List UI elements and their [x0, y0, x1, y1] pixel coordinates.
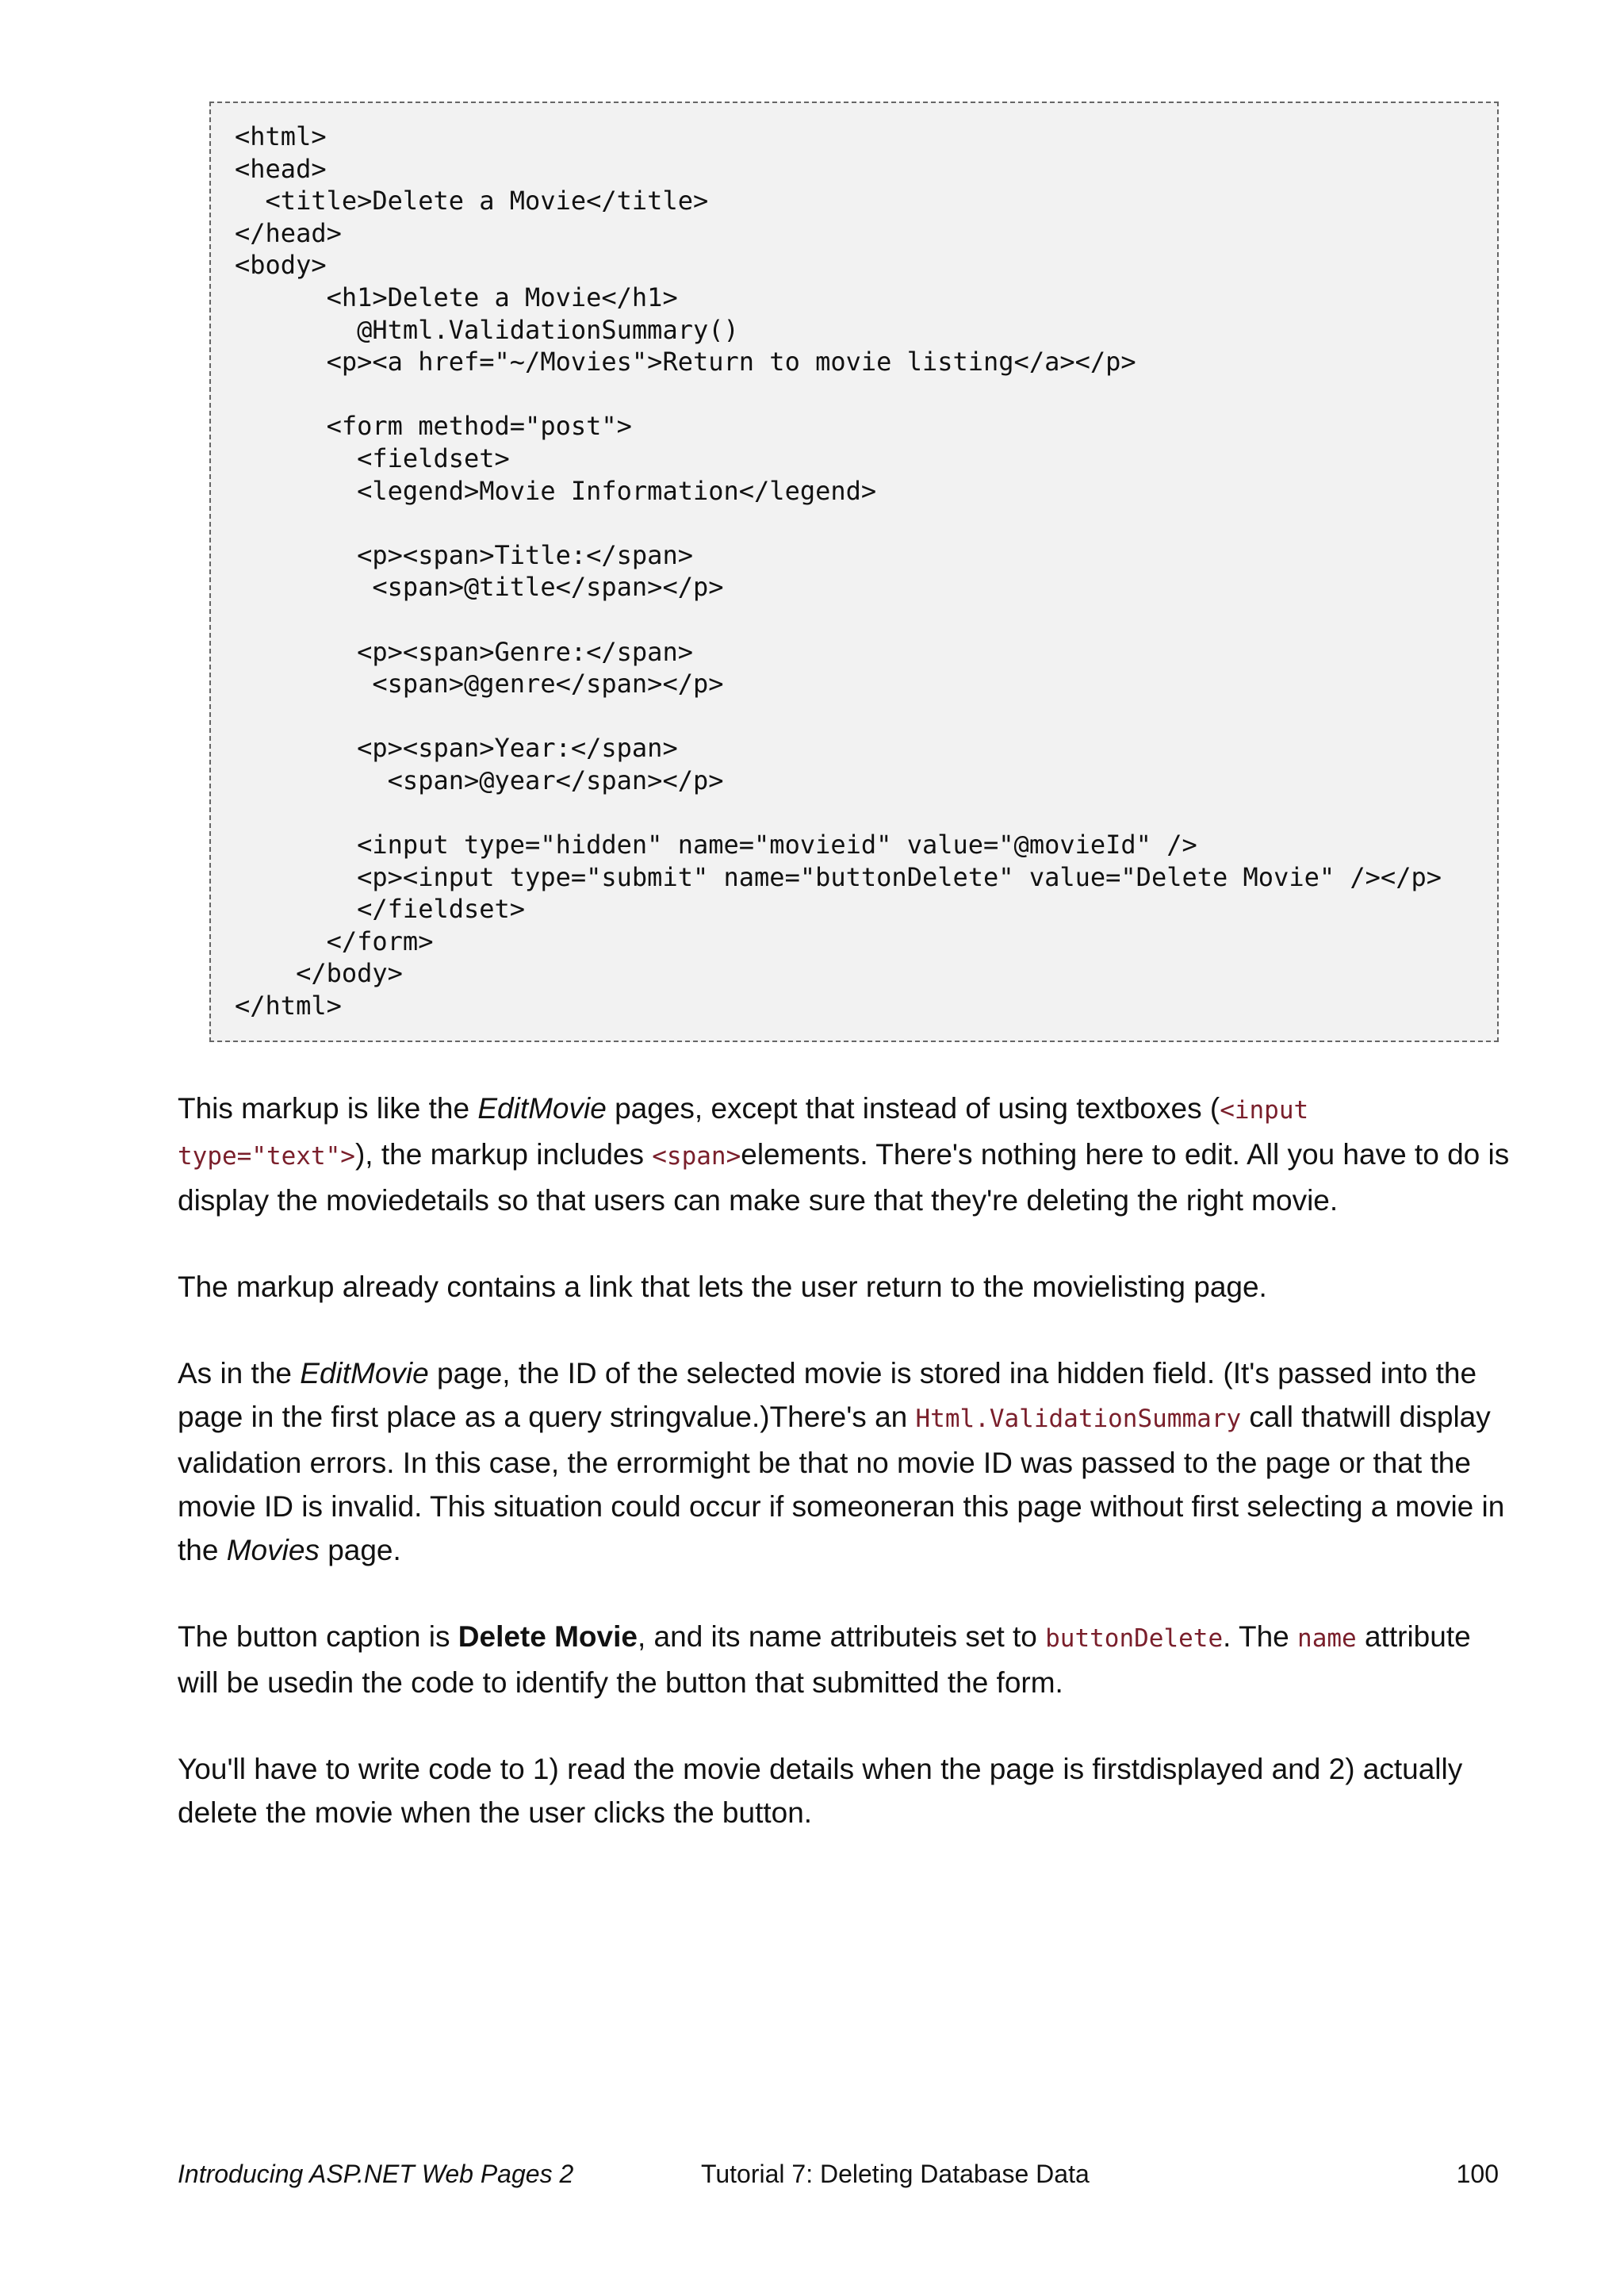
code-line: [235, 378, 1473, 411]
code-line: <legend>Movie Information</legend>: [235, 475, 877, 506]
text-run: attribute will be usedin the code to identify the button that submitted the form.: [178, 1620, 1471, 1699]
code-line: <head>: [235, 153, 327, 184]
code-line: <p><input type="submit" name="buttonDelete" value="Delete Movie" /></p>: [235, 861, 1442, 892]
code-line: <p><span>Genre:</span>: [235, 636, 693, 667]
code-line: [235, 796, 1473, 829]
text-run: page.: [319, 1534, 401, 1566]
inline-code: name: [1297, 1624, 1357, 1653]
text-run: , and its name attributeis set to: [637, 1620, 1046, 1653]
code-line: [235, 507, 1473, 539]
code-line: <title>Delete a Movie</title>: [235, 186, 709, 217]
code-line: [235, 604, 1473, 636]
inline-code: <input type="text">: [178, 1096, 1309, 1171]
text-run: call thatwill display validation errors. In this case, the errormight be that no movie ID was passed to the page or that the movie ID is invalid. This situation could occur if someoneran this page without first selecting a movie in the: [178, 1401, 1505, 1566]
text-run: The button caption is: [178, 1620, 458, 1653]
code-line: <span>@genre</span></p>: [235, 669, 724, 700]
code-line: <p><span>Title:</span>: [235, 539, 693, 570]
text-run: This markup is like the: [178, 1092, 478, 1125]
inline-code: Html.ValidationSummary: [915, 1405, 1242, 1433]
paragraph-p5: [178, 1747, 1518, 1834]
code-line: <input type="hidden" name="movieid" value="@movieId" />: [235, 830, 1197, 861]
footer-book-title: Introducing ASP.NET Web Pages 2: [178, 2160, 574, 2188]
inline-code: <span>: [652, 1142, 741, 1171]
paragraph-p2: [178, 1265, 1518, 1309]
code-line: @Html.ValidationSummary(): [235, 314, 739, 345]
text-run: elements. There's nothing here to edit. All you have to do is display the moviedetails so that users can make sure that they're deleting the right movie.: [178, 1138, 1510, 1217]
code-line: <span>@title</span></p>: [235, 572, 724, 603]
code-line: <p><span>Year:</span>: [235, 733, 678, 764]
text-run: The markup already contains a link that lets the user return to the movielisting page.: [178, 1271, 1267, 1303]
emphasis: EditMovie: [477, 1092, 607, 1125]
code-line: </head>: [235, 217, 342, 248]
paragraph-p4: [178, 1615, 1518, 1704]
emphasis: EditMovie: [300, 1357, 429, 1389]
text-run: page, the ID of the selected movie is stored ina hidden field. (It's passed into the page in the first place as a query stringvalue.)There's an: [178, 1357, 1477, 1433]
code-line: <span>@year</span></p>: [235, 765, 724, 795]
paragraph-p1: [178, 1087, 1518, 1222]
page-footer: [178, 2154, 1499, 2194]
paragraph-p3: [178, 1351, 1518, 1572]
text-run: You'll have to write code to 1) read the movie details when the page is firstdisplayed and 2) actually delete the movie when the user clicks the button.: [178, 1753, 1463, 1829]
bold-text: Delete Movie: [458, 1620, 638, 1653]
footer-page-number: 100: [1456, 2160, 1499, 2188]
code-line: </body>: [235, 958, 403, 989]
footer-chapter: Tutorial 7: Deleting Database Data: [701, 2160, 1090, 2188]
code-line: <body>: [235, 250, 327, 281]
code-line: <p><a href="~/Movies">Return to movie listing</a></p>: [235, 347, 1136, 378]
code-line: </html>: [235, 991, 342, 1022]
code-listing: [209, 102, 1499, 1042]
text-run: ), the markup includes: [354, 1138, 653, 1171]
body-text: [178, 1087, 1518, 1877]
text-run: pages, except that instead of using textboxes (: [606, 1092, 1220, 1125]
emphasis: Movies: [226, 1534, 320, 1566]
code-line: <form method="post">: [235, 411, 632, 442]
text-run: . The: [1223, 1620, 1298, 1653]
code-line: [235, 700, 1473, 733]
code-line: <fieldset>: [235, 443, 510, 473]
text-run: As in the: [178, 1357, 301, 1389]
code-line: </fieldset>: [235, 894, 526, 925]
code-line: </form>: [235, 926, 434, 956]
code-line: <h1>Delete a Movie</h1>: [235, 282, 678, 312]
inline-code: buttonDelete: [1045, 1624, 1224, 1653]
code-line: <html>: [235, 121, 327, 151]
